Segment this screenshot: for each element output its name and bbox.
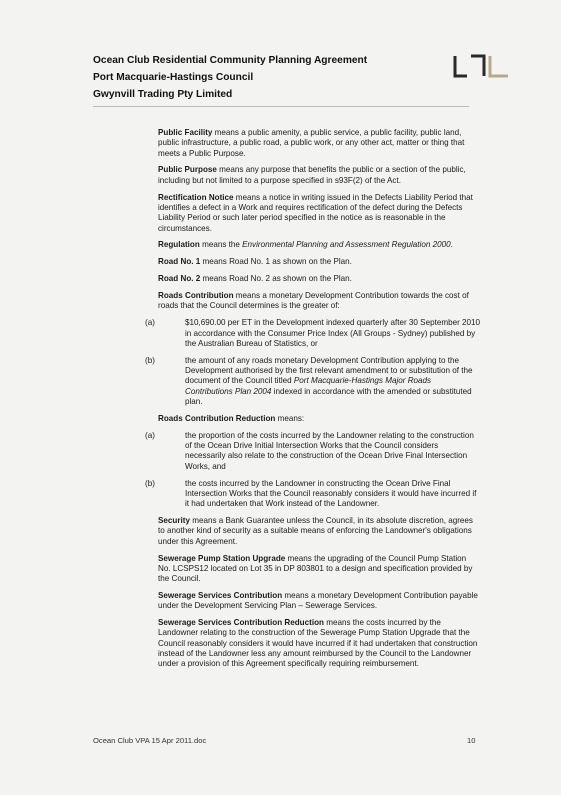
header-divider [93,106,469,107]
definition-regulation [158,240,480,250]
definition-public-purpose [158,165,480,186]
ltl-logo-icon [453,54,511,78]
definition-public-facility [158,128,480,159]
header-council: Port Macquarie-Hastings Council [93,72,254,83]
term: Sewerage Pump Station Upgrade [158,553,286,563]
item-label: (a) [145,430,155,440]
definition-text: means a monetary Development Contribution towards the cost of roads that the Council determines is the greater of: [158,291,469,311]
definition-rectification-notice [158,193,480,234]
page-number: 10 [467,736,476,745]
item-text-part: indexed in accordance with the amended or substituted plan. [185,386,472,406]
roads-reduction-item-b [145,478,480,510]
definition-text: means Road No. 1 as shown on the Plan. [200,257,352,267]
term: Public Facility [158,128,213,137]
term: Road No. 1 [158,257,201,267]
definition-road-2 [158,274,480,284]
footer-filename: Ocean Club VPA 15 Apr 2011.doc [93,736,207,745]
definition-sewerage-services-contribution [158,591,480,612]
term: Roads Contribution Reduction [158,413,276,423]
term: Security [158,516,190,526]
item-text: the proportion of the costs incurred by the Landowner relating to the construction of the Ocean Drive Initial Intersection Works that the Council considers necessarily also relate to the construction of the Ocean Drive Final Intersection Works, and [185,430,474,471]
definition-text: means Road No. 2 as shown on the Plan. [200,274,352,284]
item-text [185,356,480,407]
header-company: Gwynvill Trading Pty Limited [93,89,233,100]
definition-text: means a notice in writing issued in the Defects Liability Period that identifies a defect in a Work and requires rectification of the defect during the Defects Liability Period or such later period specified in the notice as is reasonable in the circumstances. [158,192,473,233]
item-label: (a) [145,318,155,328]
item-text: $10,690.00 per ET in the Development indexed quarterly after 30 September 2010 in accordance with the Consumer Price Index (All Groups - Sydney) published by the Australian Bureau of Statistics, or [185,318,481,348]
item-label: (b) [145,478,155,488]
term: Rectification Notice [158,192,234,202]
roads-contribution-item-a [145,318,481,349]
definition-text: means the costs incurred by the Landowner relating to the construction of the Sewerage Pump Station Upgrade that the Council reasonably considers it would have incurred if it had undertaken that construction instead of the Landowner less any amount reimbursed by the Council to the Landowner under a provision of this Agreement specifically requiring reimbursement. [158,618,478,669]
definition-roads-contribution [158,291,480,312]
term: Sewerage Services Contribution Reduction [158,618,324,628]
term: Roads Contribution [158,291,234,301]
item-label: (b) [145,355,155,365]
definition-text: means the upgrading of the Council Pump Station No. LCSPS12 located on Lot 35 in DP 803801 to a design and specification provided by the Council. [158,553,473,584]
definition-text: means a Bank Guarantee unless the Council, in its absolute discretion, agrees to another kind of security as a suitable means of enforcing the Landowner's obligations under this Agreement. [158,516,473,546]
definitions-body [145,128,481,676]
term: Public Purpose [158,165,217,175]
item-text-part: the amount of any roads monetary Development Contribution applying to the Development authorised by the first relevant amendment to or substitution of the document of the Council titled [185,355,473,386]
term: Sewerage Services Contribution [158,591,283,600]
term: Road No. 2 [158,274,201,284]
definition-road-1 [158,257,480,267]
definition-text: means a public amenity, a public service, a public facility, public land, public infrastructure, a public road, a public work, or any other act, matter or thing that meets a Public Purpose. [158,128,465,158]
header-agreement-title: Ocean Club Residential Community Planning Agreement [93,55,368,66]
definition-text: means any purpose that benefits the public or a section of the public, including but not limited to a purpose specified in s93F(2) of the Act. [158,165,466,185]
definition-text: means: [275,413,305,423]
definition-text: means the [199,240,243,250]
definition-roads-contribution-reduction [158,414,480,424]
plan-title: Port Macquarie-Hastings Major Roads Contributions Plan 2004 [185,376,432,396]
item-text: the costs incurred by the Landowner in constructing the Ocean Drive Final Intersection Works that the Council reasonably considers it would have incurred if it had undertaken that Work instead of the Landowner. [185,478,477,509]
definition-sewerage-services-contribution-reduction [158,618,480,669]
document-header [93,52,367,103]
roads-reduction-item-a [145,430,480,472]
definition-sewerage-pump-station-upgrade [158,554,480,585]
definition-text: . [450,240,453,250]
term: Regulation [158,240,200,250]
regulation-title: Environmental Planning and Assessment Regulation 2000 [242,240,451,250]
roads-contribution-item-b [145,355,480,407]
definition-security [158,516,480,547]
definition-text: means a monetary Development Contribution payable under the Development Servicing Plan – Sewerage Services. [158,591,478,611]
